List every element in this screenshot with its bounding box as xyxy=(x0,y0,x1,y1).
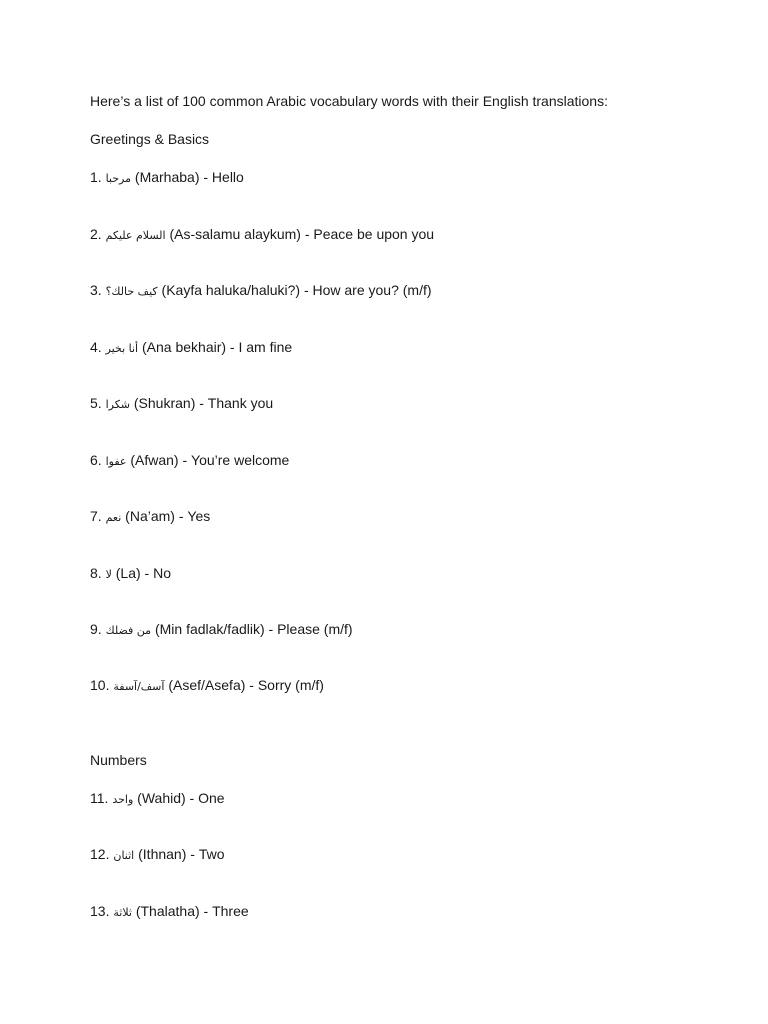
list-item xyxy=(90,620,353,640)
item-translation: (Na’am) - Yes xyxy=(125,508,211,524)
list-item xyxy=(90,281,432,301)
item-translation: (Asef/Asefa) - Sorry (m/f) xyxy=(168,677,324,693)
item-number: 2. xyxy=(90,226,102,242)
intro-text: Here’s a list of 100 common Arabic vocabulary words with their English translations: xyxy=(90,93,608,109)
item-number: 13. xyxy=(90,903,110,919)
item-number: 12. xyxy=(90,846,110,862)
item-number: 3. xyxy=(90,282,102,298)
list-item xyxy=(90,507,210,527)
item-number: 4. xyxy=(90,339,102,355)
item-number: 9. xyxy=(90,621,102,637)
arabic-word: ثلاثة xyxy=(113,906,132,919)
arabic-word: اثنان xyxy=(113,849,135,862)
item-number: 1. xyxy=(90,169,102,185)
list-item xyxy=(90,845,225,865)
list-item xyxy=(90,564,171,584)
list-item xyxy=(90,168,244,188)
arabic-word: السلام عليكم xyxy=(105,229,166,242)
item-translation: (Wahid) - One xyxy=(137,790,225,806)
item-translation: (Afwan) - You’re welcome xyxy=(130,452,290,468)
item-number: 10. xyxy=(90,677,110,693)
list-item xyxy=(90,789,225,809)
item-translation: (Thalatha) - Three xyxy=(135,903,249,919)
arabic-word: عفوا xyxy=(105,455,127,468)
arabic-word: واحد xyxy=(112,793,134,806)
item-translation: (La) - No xyxy=(115,565,171,581)
arabic-word: أنا بخير xyxy=(105,342,139,355)
item-translation: (As-salamu alaykum) - Peace be upon you xyxy=(169,226,435,242)
list-item xyxy=(90,225,434,245)
item-translation: (Ithnan) - Two xyxy=(138,846,225,862)
list-item xyxy=(90,676,324,696)
item-translation: (Ana bekhair) - I am fine xyxy=(142,339,293,355)
item-translation: (Marhaba) - Hello xyxy=(134,169,244,185)
arabic-word: كيف حالك؟ xyxy=(105,285,158,298)
list-item xyxy=(90,902,249,922)
item-number: 11. xyxy=(90,790,109,806)
item-number: 8. xyxy=(90,565,102,581)
list-item xyxy=(90,394,273,414)
item-number: 6. xyxy=(90,452,102,468)
arabic-word: نعم xyxy=(105,511,122,524)
item-translation: (Min fadlak/fadlik) - Please (m/f) xyxy=(154,621,353,637)
arabic-word: من فضلك xyxy=(105,624,152,637)
arabic-word: مرحبا xyxy=(105,172,132,185)
item-number: 7. xyxy=(90,508,102,524)
list-item xyxy=(90,451,289,471)
item-translation: (Kayfa haluka/haluki?) - How are you? (m/f) xyxy=(161,282,432,298)
section-heading-greetings: Greetings & Basics xyxy=(90,131,210,147)
arabic-word: آسف/آسفة xyxy=(113,680,165,693)
arabic-word: شكرا xyxy=(105,398,130,411)
item-number: 5. xyxy=(90,395,102,411)
arabic-word: لا xyxy=(105,568,112,581)
section-heading-numbers: Numbers xyxy=(90,752,147,768)
list-item xyxy=(90,338,292,358)
item-translation: (Shukran) - Thank you xyxy=(133,395,274,411)
